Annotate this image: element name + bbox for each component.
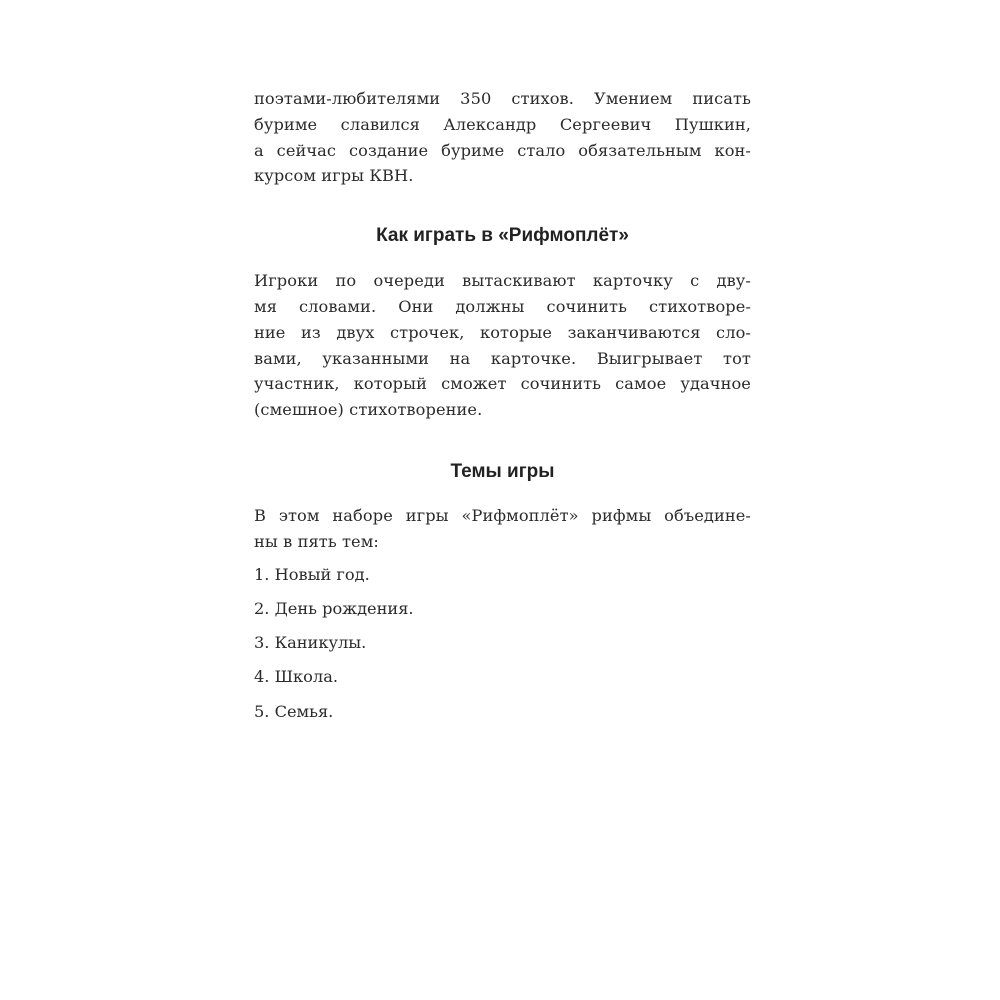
text-line: буриме славился Александр Сергеевич Пушкин, <box>254 114 751 134</box>
themes-heading: Темы игры <box>450 460 555 482</box>
text-line: (смешное) стихотворение. <box>254 400 483 420</box>
theme-item: 1. Новый год. <box>254 564 370 584</box>
text-line: а сейчас создание буриме стало обязательным кон- <box>254 140 751 160</box>
text-line: курсом игры КВН. <box>254 166 414 186</box>
intro-paragraph <box>254 86 751 189</box>
themes-intro-paragraph <box>254 503 751 555</box>
theme-item: 3. Каникулы. <box>254 633 367 653</box>
text-line: Игроки по очереди вытаскивают карточку с дву- <box>254 271 751 291</box>
text-line: мя словами. Они должны сочинить стихотворе- <box>254 296 751 316</box>
theme-item: 5. Семья. <box>254 701 334 721</box>
theme-item: 2. День рождения. <box>254 598 414 618</box>
text-line: вами, указанными на карточке. Выигрывает тот <box>254 348 751 368</box>
text-line: поэтами-любителями 350 стихов. Умением писать <box>254 89 751 108</box>
text-line: ны в пять тем: <box>254 531 379 551</box>
theme-item: 4. Школа. <box>254 667 339 687</box>
text-line: ние из двух строчек, которые заканчиваются сло- <box>254 322 751 342</box>
how-to-play-paragraph <box>254 268 751 423</box>
document-page <box>254 86 751 725</box>
how-to-play-heading: Как играть в «Рифмоплёт» <box>376 225 629 247</box>
text-line: участник, который сможет сочинить самое удачное <box>254 374 751 394</box>
themes-list <box>254 562 751 725</box>
text-line: В этом наборе игры «Рифмоплёт» рифмы объедине- <box>254 505 751 525</box>
